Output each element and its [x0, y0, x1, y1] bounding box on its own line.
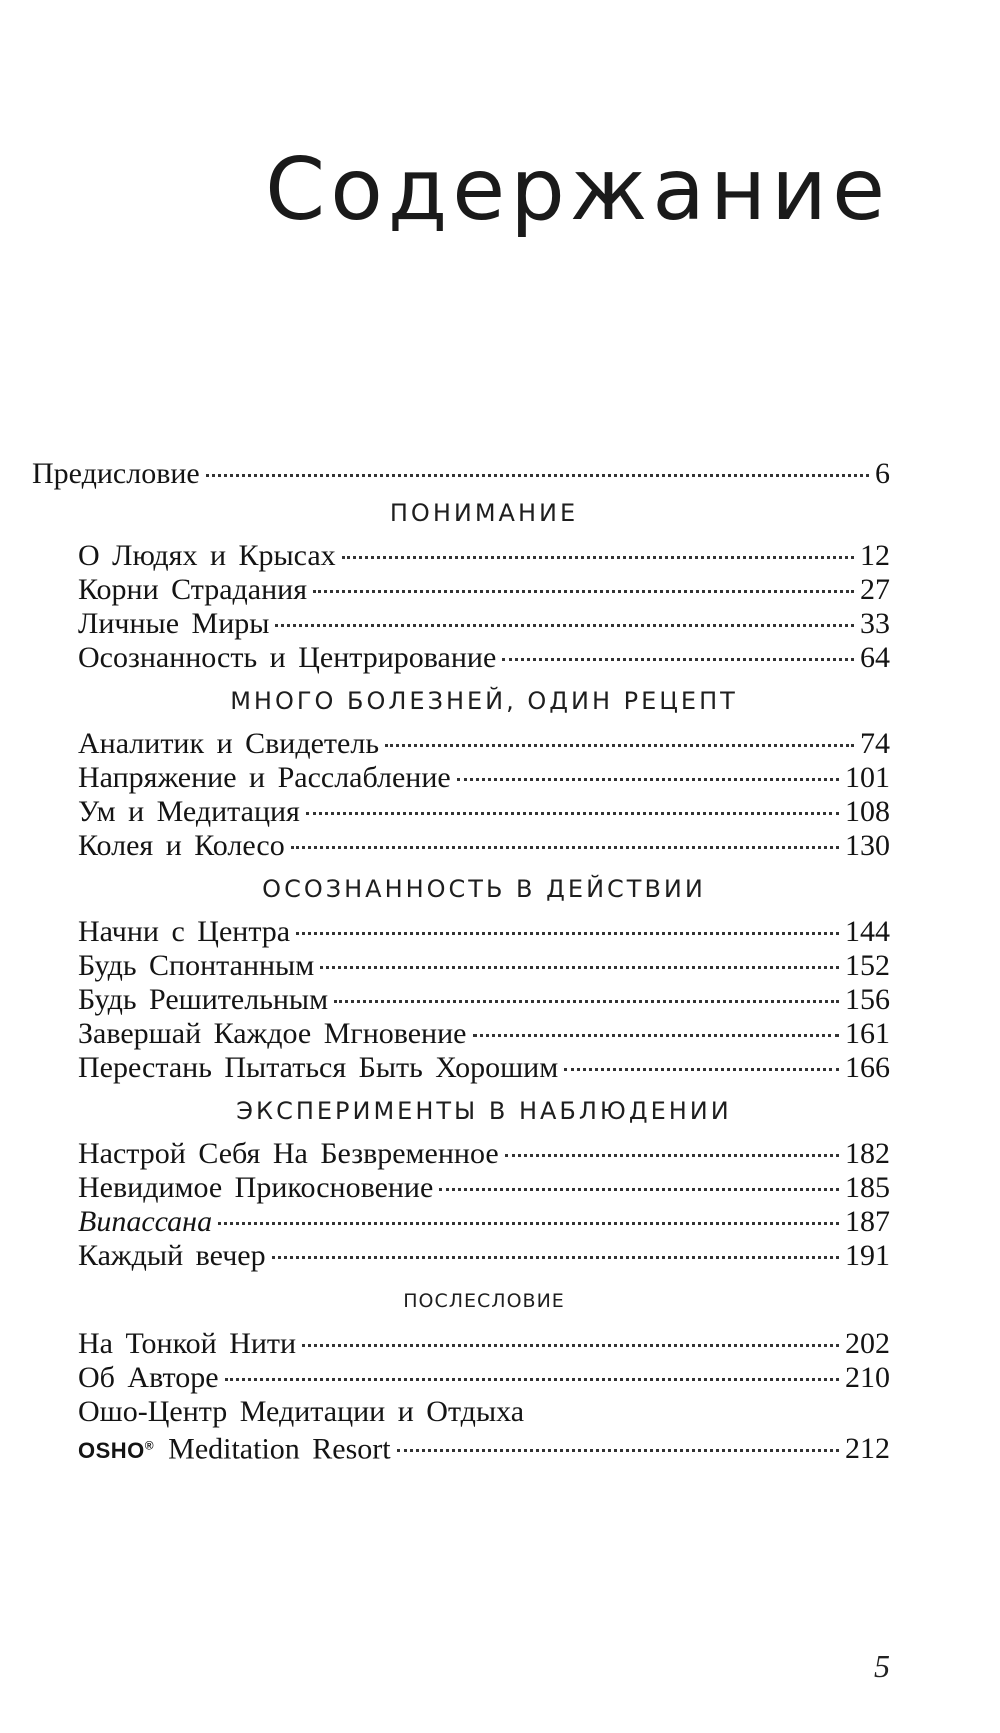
toc-entry-label: Перестань Пытаться Быть Хорошим: [78, 1051, 559, 1084]
toc-entry[interactable]: [78, 1050, 890, 1086]
dot-leader: [505, 1154, 839, 1157]
toc-entry-label: Корни Страдания: [78, 573, 308, 606]
toc-entry-page: 12: [860, 539, 890, 572]
toc-entry-label: Будь Решительным: [78, 983, 329, 1016]
toc-entry-label: Напряжение и Расслабление: [78, 761, 451, 794]
toc-entry-page: 130: [845, 829, 890, 862]
dot-leader: [291, 846, 839, 849]
dot-leader: [306, 812, 839, 815]
toc-entry-label: Предисловие: [32, 457, 200, 490]
toc-entry[interactable]: [78, 1360, 890, 1396]
toc-entry-label: Аналитик и Свидетель: [78, 727, 380, 760]
toc-entry-page: 191: [845, 1239, 890, 1272]
toc-entry-page: 212: [845, 1432, 890, 1466]
section-heading-afterword: ПОСЛЕСЛОВИЕ: [403, 1290, 565, 1312]
toc-entry[interactable]: [78, 538, 890, 574]
toc-entry-page: 187: [845, 1205, 890, 1238]
toc-entry-page: 202: [845, 1327, 890, 1360]
toc-entry-label: Каждый вечер: [78, 1239, 266, 1272]
osho-logo-text: OSHO: [78, 1438, 145, 1464]
dot-leader: [320, 966, 839, 969]
toc-entry-label: О Людях и Крысах: [78, 539, 336, 572]
toc-entry-label: Завершай Каждое Мгновение: [78, 1017, 467, 1050]
resort-name: Meditation Resort: [168, 1432, 391, 1466]
dot-leader: [439, 1188, 839, 1191]
dot-leader: [342, 556, 854, 559]
toc-entry[interactable]: [78, 726, 890, 762]
toc-entry[interactable]: [78, 1238, 890, 1274]
toc-entry-label: Випассана: [78, 1205, 213, 1238]
toc-entry[interactable]: [78, 640, 890, 676]
toc-entry-label: Ошо-Центр Медитации и Отдыха: [78, 1395, 525, 1428]
toc-entry-page: 64: [860, 641, 890, 674]
page-number: 5: [874, 1648, 890, 1684]
section-heading-awareness-in-action: ОСОЗНАННОСТЬ В ДЕЙСТВИИ: [262, 875, 706, 903]
toc-entry-page: 108: [845, 795, 890, 828]
dot-leader: [334, 1000, 839, 1003]
toc-entry-page: 74: [860, 727, 890, 760]
toc-entry-resort-title[interactable]: [78, 1394, 890, 1430]
osho-logo: [78, 1438, 154, 1463]
toc-entry[interactable]: [78, 1016, 890, 1052]
dot-leader: [302, 1344, 839, 1347]
toc-entry[interactable]: [78, 1204, 890, 1240]
dot-leader: [473, 1034, 840, 1037]
toc-entry-label: Начни с Центра: [78, 915, 291, 948]
toc-entry-resort[interactable]: [78, 1428, 890, 1469]
table-of-contents: [0, 457, 1000, 1608]
toc-entry-page: 27: [860, 573, 890, 606]
toc-entry[interactable]: [78, 572, 890, 608]
toc-entry-label: Личные Миры: [78, 607, 270, 640]
toc-entry-label: Невидимое Прикосновение: [78, 1171, 434, 1204]
section-heading-many-diseases: МНОГО БОЛЕЗНЕЙ, ОДИН РЕЦЕПТ: [230, 687, 738, 715]
toc-entry[interactable]: [78, 828, 890, 864]
toc-entry[interactable]: [78, 982, 890, 1018]
dot-leader: [225, 1378, 839, 1381]
toc-entry[interactable]: [78, 760, 890, 796]
dot-leader: [296, 932, 839, 935]
toc-entry[interactable]: [78, 1326, 890, 1362]
toc-entry-preface[interactable]: [32, 456, 890, 492]
dot-leader: [218, 1222, 839, 1225]
toc-entry-label: Ум и Медитация: [78, 795, 300, 828]
dot-leader: [313, 590, 854, 593]
toc-entry-page: 185: [845, 1171, 890, 1204]
toc-entry-page: 152: [845, 949, 890, 982]
page-title: Содержание: [265, 140, 890, 240]
registered-mark: ®: [144, 1439, 155, 1453]
toc-entry-page: 33: [860, 607, 890, 640]
toc-entry-page: 182: [845, 1137, 890, 1170]
toc-entry-label: Настрой Себя На Безвременное: [78, 1137, 499, 1170]
toc-entry-page: 6: [875, 457, 890, 490]
toc-entry-page: 101: [845, 761, 890, 794]
toc-entry-page: 166: [845, 1051, 890, 1084]
dot-leader: [206, 474, 869, 477]
toc-entry-label: Об Авторе: [78, 1361, 219, 1394]
dot-leader: [502, 658, 854, 661]
toc-entry-page: 156: [845, 983, 890, 1016]
toc-entry[interactable]: [78, 1170, 890, 1206]
dot-leader: [272, 1256, 839, 1259]
dot-leader: [397, 1449, 839, 1452]
toc-entry-page: 144: [845, 915, 890, 948]
toc-entry[interactable]: [78, 948, 890, 984]
toc-entry-label: Будь Спонтанным: [78, 949, 315, 982]
toc-entry-label: Осознанность и Центрирование: [78, 641, 497, 674]
dot-leader: [457, 778, 839, 781]
toc-entry-page: 161: [845, 1017, 890, 1050]
toc-entry[interactable]: [78, 794, 890, 830]
dot-leader: [275, 624, 854, 627]
section-heading-understanding: ПОНИМАНИЕ: [389, 499, 579, 527]
toc-entry-label: На Тонкой Нити: [78, 1327, 297, 1360]
toc-entry[interactable]: [78, 1136, 890, 1172]
toc-entry-page: 210: [845, 1361, 890, 1394]
toc-entry-label: [78, 1428, 391, 1469]
toc-entry[interactable]: [78, 914, 890, 950]
toc-entry[interactable]: [78, 606, 890, 642]
dot-leader: [564, 1068, 839, 1071]
dot-leader: [385, 744, 854, 747]
toc-entry-label: Колея и Колесо: [78, 829, 285, 862]
section-heading-experiments: ЭКСПЕРИМЕНТЫ В НАБЛЮДЕНИИ: [236, 1097, 732, 1125]
